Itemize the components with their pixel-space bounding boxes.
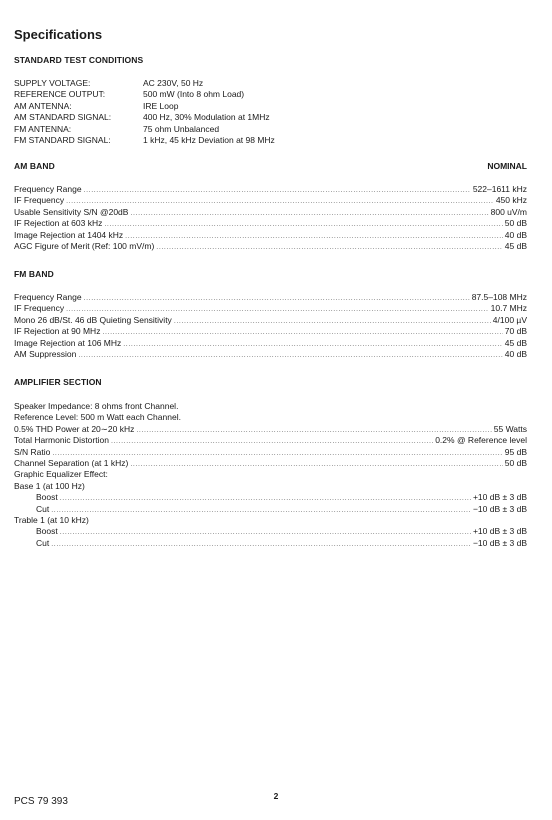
spec-value: 0.2% @ Reference level <box>435 435 527 446</box>
document-code: PCS 79 393 <box>14 796 68 807</box>
dot-leader <box>66 196 494 206</box>
amplifier-section-heading: AMPLIFIER SECTION <box>14 377 102 387</box>
dot-leader <box>130 459 502 469</box>
treble-label: Trable 1 (at 10 kHz) <box>14 514 89 525</box>
spec-label: IF Frequency <box>14 303 65 314</box>
spec-value: 522–1611 kHz <box>472 184 527 194</box>
spec-row <box>14 292 527 303</box>
fm-band-heading: FM BAND <box>14 269 54 279</box>
spec-value: 4/100 µV <box>492 314 527 325</box>
dot-leader <box>102 327 502 337</box>
spec-label: Boost <box>36 526 58 537</box>
page-title: Specifications <box>14 27 103 42</box>
dot-leader <box>84 185 471 195</box>
spec-row <box>14 458 527 469</box>
condition-value: 1 kHz, 45 kHz Deviation at 98 MHz <box>143 134 275 145</box>
spec-value: +10 dB ± 3 dB <box>472 526 527 537</box>
spec-label: IF Frequency <box>14 195 65 206</box>
dot-leader <box>104 219 502 229</box>
am-band-specs <box>14 184 527 252</box>
condition-value: 400 Hz, 30% Modulation at 1MHz <box>143 112 270 123</box>
spec-value: +10 dB ± 3 dB <box>472 492 527 503</box>
spec-value: 45 dB <box>504 240 527 251</box>
spec-value: 87.5–108 MHz <box>471 292 527 302</box>
condition-value: 500 mW (Into 8 ohm Load) <box>143 89 245 100</box>
condition-row <box>14 101 275 112</box>
spec-row <box>14 207 527 218</box>
condition-label: REFERENCE OUTPUT: <box>14 89 106 100</box>
spec-row <box>14 241 527 252</box>
spec-row <box>14 326 527 337</box>
condition-row <box>14 89 275 100</box>
spec-label: Usable Sensitivity S/N @20dB <box>14 206 129 217</box>
spec-row <box>14 195 527 206</box>
dot-leader <box>51 505 471 515</box>
spec-row <box>14 447 527 458</box>
spec-value: 800 uV/m <box>490 206 527 217</box>
am-band-heading: AM BAND <box>14 161 55 171</box>
spec-label: Frequency Range <box>14 184 82 194</box>
dot-leader <box>52 448 502 458</box>
spec-value: −10 dB ± 3 dB <box>472 503 527 514</box>
spec-label: Cut <box>36 537 50 548</box>
spec-value: 50 dB <box>504 457 527 468</box>
standard-test-conditions-table <box>14 78 275 146</box>
spec-value: 40 dB <box>504 229 527 240</box>
spec-value: 450 kHz <box>495 195 527 206</box>
spec-label: Channel Separation (at 1 kHz) <box>14 457 129 468</box>
spec-row <box>14 538 527 549</box>
spec-label: IF Rejection at 90 MHz <box>14 326 101 337</box>
graphic-equalizer-text: Graphic Equalizer Effect: <box>14 469 108 480</box>
dot-leader <box>66 304 489 314</box>
reference-level-text: Reference Level: 500 m Watt each Channel. <box>14 412 181 423</box>
spec-label: Image Rejection at 106 MHz <box>14 337 122 348</box>
nominal-heading: NOMINAL <box>487 161 527 171</box>
condition-row <box>14 112 275 123</box>
condition-label: AM ANTENNA: <box>14 100 72 111</box>
condition-label: AM STANDARD SIGNAL: <box>14 112 112 123</box>
spec-label: 0.5% THD Power at 20∼20 kHz <box>14 423 135 434</box>
spec-value: 55 Watts <box>493 423 527 434</box>
dot-leader <box>130 208 488 218</box>
spec-value: 40 dB <box>504 348 527 359</box>
condition-row <box>14 124 275 135</box>
spec-value: 45 dB <box>504 337 527 348</box>
dot-leader <box>78 350 502 360</box>
dot-leader <box>123 339 503 349</box>
spec-row <box>14 303 527 314</box>
spec-row <box>14 492 527 503</box>
spec-row <box>14 526 527 537</box>
dot-leader <box>174 316 491 326</box>
spec-label: IF Rejection at 603 kHz <box>14 218 103 229</box>
spec-label: S/N Ratio <box>14 446 51 457</box>
spec-value: −10 dB ± 3 dB <box>472 537 527 548</box>
spec-row <box>14 184 527 195</box>
condition-row <box>14 78 275 89</box>
spec-row <box>14 424 527 435</box>
condition-value: 75 ohm Unbalanced <box>143 123 220 134</box>
spec-label: AGC Figure of Merit (Ref: 100 mV/m) <box>14 240 155 251</box>
dot-leader <box>111 436 433 446</box>
spec-label: AM Suppression <box>14 348 77 359</box>
condition-label: FM STANDARD SIGNAL: <box>14 134 111 145</box>
dot-leader <box>60 527 471 537</box>
dot-leader <box>125 231 503 241</box>
fm-band-specs <box>14 292 527 360</box>
condition-value: IRE Loop <box>143 100 179 111</box>
condition-row <box>14 135 275 146</box>
spec-row <box>14 218 527 229</box>
spec-label: Total Harmonic Distortion <box>14 435 109 446</box>
spec-row <box>14 504 527 515</box>
spec-row <box>14 349 527 360</box>
spec-value: 70 dB <box>504 326 527 337</box>
speaker-impedance-text: Speaker Impedance: 8 ohms front Channel. <box>14 401 179 411</box>
dot-leader <box>60 493 471 503</box>
standard-test-conditions-heading: STANDARD TEST CONDITIONS <box>14 55 144 65</box>
condition-label: FM ANTENNA: <box>14 123 72 134</box>
page-number: 2 <box>273 791 279 801</box>
amplifier-section-specs <box>14 401 527 549</box>
spec-value: 50 dB <box>504 218 527 229</box>
spec-row <box>14 230 527 241</box>
spec-row <box>14 435 527 446</box>
spec-row <box>14 315 527 326</box>
spec-label: Frequency Range <box>14 292 82 302</box>
dot-leader <box>51 539 471 549</box>
dot-leader <box>84 293 470 303</box>
spec-label: Boost <box>36 492 58 503</box>
spec-label: Cut <box>36 503 50 514</box>
base-label: Base 1 (at 100 Hz) <box>14 480 85 491</box>
spec-row <box>14 338 527 349</box>
dot-leader <box>156 242 502 252</box>
spec-value: 10.7 MHz <box>490 303 527 314</box>
spec-label: Image Rejection at 1404 kHz <box>14 229 124 240</box>
spec-value: 95 dB <box>504 446 527 457</box>
condition-value: AC 230V, 50 Hz <box>143 78 204 88</box>
spec-label: Mono 26 dB/St. 46 dB Quieting Sensitivity <box>14 314 172 325</box>
dot-leader <box>136 425 491 435</box>
condition-label: SUPPLY VOLTAGE: <box>14 78 91 88</box>
